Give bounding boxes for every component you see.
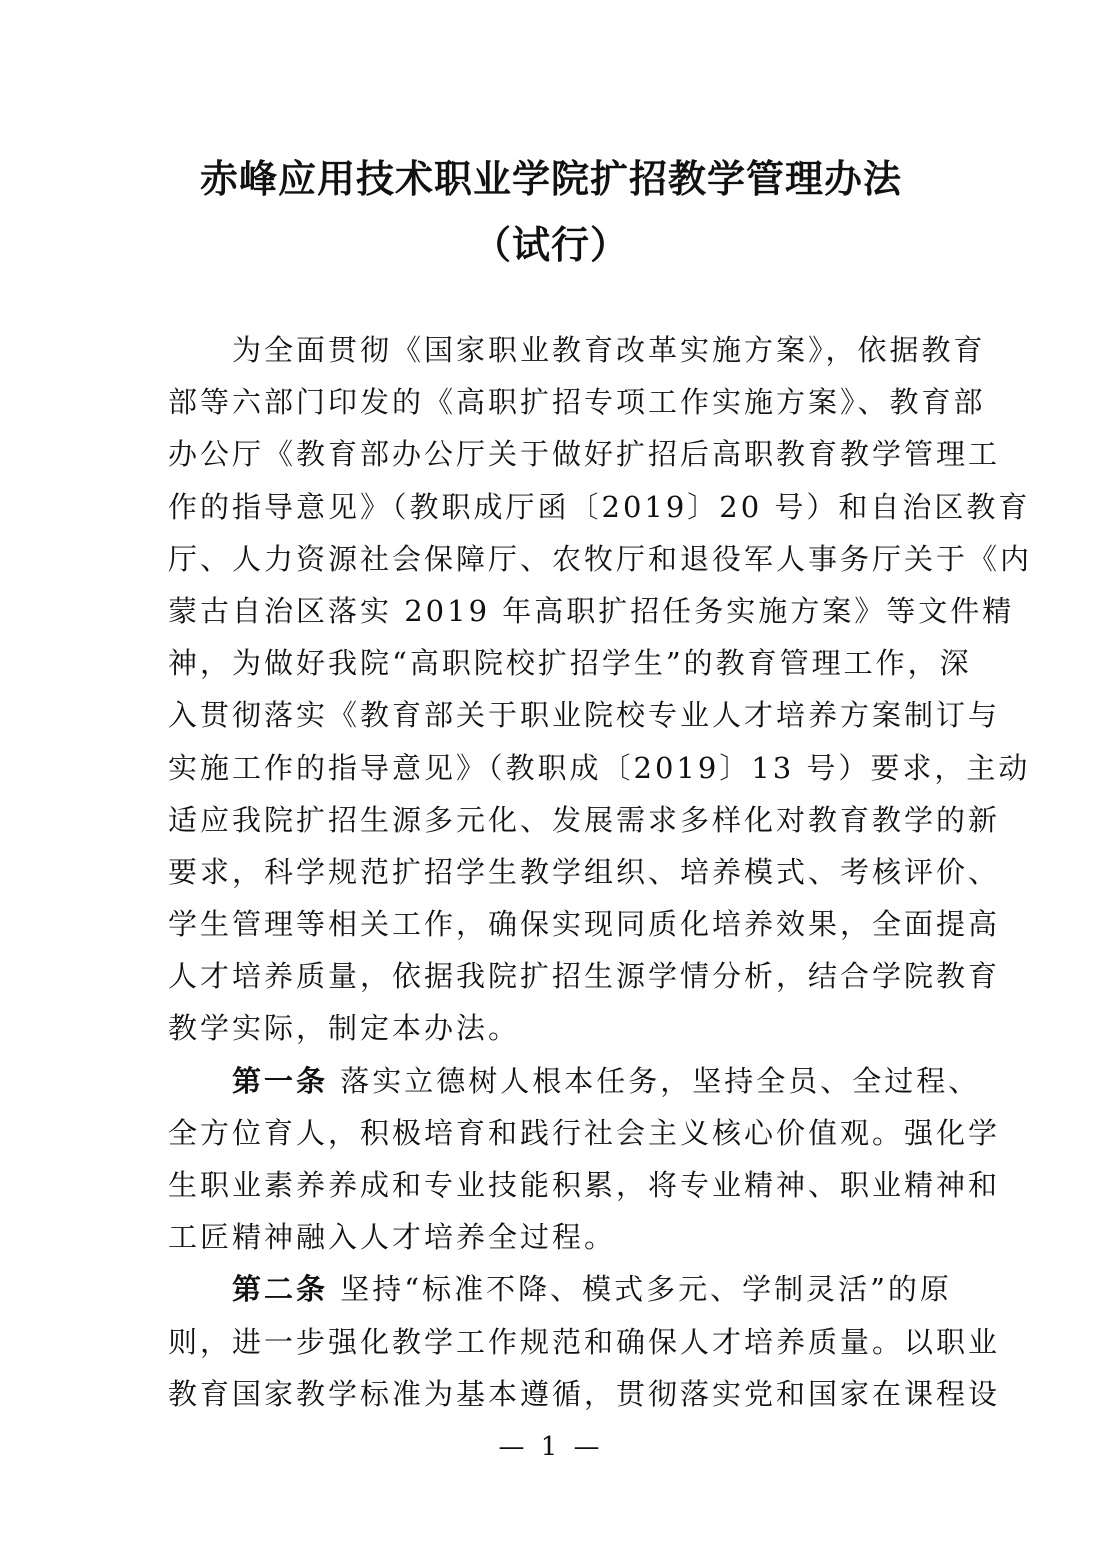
preamble-line: 神，为做好我院“高职院校扩招学生”的教育管理工作，深 (168, 646, 972, 681)
preamble-line: 办公厅《教育部办公厅关于做好扩招后高职教育教学管理工 (168, 437, 1001, 472)
preamble-line: 人才培养质量，依据我院扩招生源学情分析，结合学院教育 (168, 959, 1001, 994)
document-body (168, 324, 1033, 1420)
preamble-line: 适应我院扩招生源多元化、发展需求多样化对教育教学的新 (168, 802, 1001, 837)
article-1-line: 全方位育人，积极培育和践行社会主义核心价值观。强化学 (168, 1115, 1001, 1150)
preamble-line: 学生管理等相关工作，确保实现同质化培养效果，全面提高 (168, 907, 1001, 942)
preamble-line: 蒙古自治区落实 2019 年高职扩招任务实施方案》等文件精 (168, 593, 1015, 628)
article-1-line: 生职业素养养成和专业技能积累，将专业精神、职业精神和 (168, 1168, 1001, 1202)
preamble-line: 入贯彻落实《教育部关于职业院校专业人才培养方案制订与 (168, 698, 1001, 733)
preamble-line: 实施工作的指导意见》（教职成〔2019〕13 号）要求，主动 (168, 750, 1031, 785)
preamble-line: 作的指导意见》（教职成厅函〔2019〕20 号）和自治区教育 (168, 489, 1031, 524)
preamble-line: 教学实际，制定本办法。 (168, 1011, 521, 1046)
article-1-label: 第一条 (232, 1063, 329, 1098)
article-1-first-line (168, 1055, 981, 1107)
article-1-line: 工匠精神融入人才培养全过程。 (168, 1220, 617, 1255)
preamble-line: 厅、人力资源社会保障厅、农牧厅和退役军人事务厅关于《内 (168, 541, 1033, 576)
article-2-label: 第二条 (232, 1272, 329, 1307)
article-2-first-text: 坚持“标准不降、模式多元、学制灵活”的原 (328, 1272, 952, 1307)
preamble-line: 要求，科学规范扩招学生教学组织、培养模式、考核评价、 (168, 854, 1001, 889)
article-2-first-line (168, 1263, 952, 1315)
document-subtitle: （试行） (472, 223, 629, 267)
document-title: 赤峰应用技术职业学院扩招教学管理办法 (199, 157, 902, 201)
page-number: — 1 — (498, 1432, 604, 1462)
article-1-first-text: 落实立德树人根本任务，坚持全员、全过程、 (328, 1063, 981, 1098)
preamble-line: 部等六部门印发的《高职扩招专项工作实施方案》、教育部 (168, 385, 986, 420)
preamble-line: 为全面贯彻《国家职业教育改革实施方案》，依据教育 (168, 333, 986, 367)
article-2-line: 教育国家教学标准为基本遵循，贯彻落实党和国家在课程设 (168, 1376, 1001, 1411)
article-2-line: 则，进一步强化教学工作规范和确保人才培养质量。以职业 (168, 1324, 1001, 1359)
